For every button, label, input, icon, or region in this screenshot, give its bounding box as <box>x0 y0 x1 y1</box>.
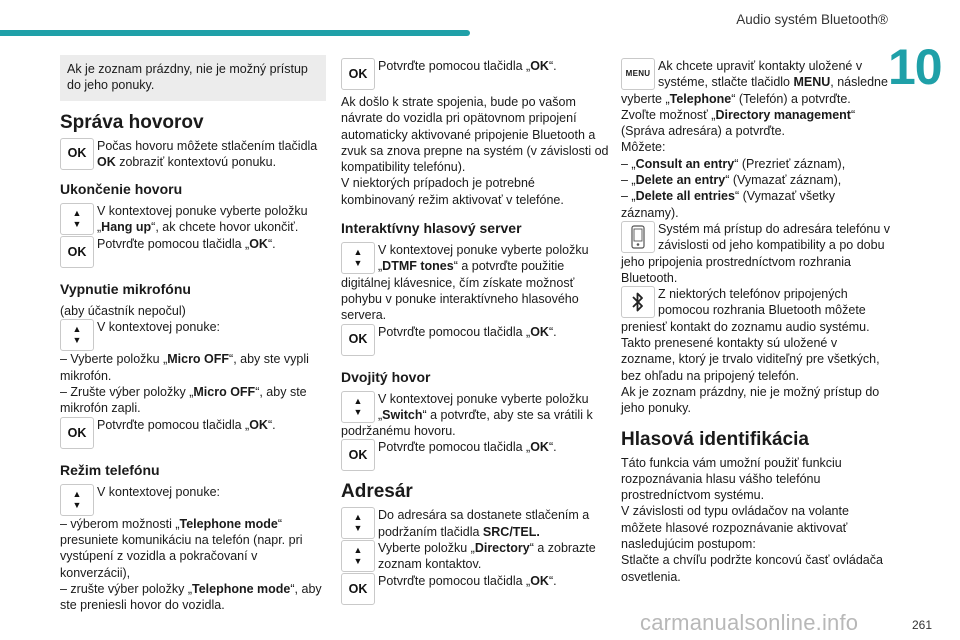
transferred-contacts-text: Takto prenesené kontakty sú uložené v zozname, ktorý je trvalo viditeľný pre všetkých, bez ohľadu na pripojený telefón. <box>621 336 880 383</box>
directory-access-text: Do adresára sa dostanete stlačením a podržaním tlačidla SRC/TEL. <box>378 508 590 539</box>
phone-menu-text: V kontextovej ponuke: <box>97 484 220 499</box>
ivr-confirm-row <box>341 324 609 356</box>
ivr-text: V kontextovej ponuke vyberte položku „DTMF tones“ a potvrďte použitie digitálnej klávesnice, čím získate možnosť pohybu v ponuke interaktívneho hlasového servera. <box>341 243 589 323</box>
confirm-ok-text: Potvrďte pomocou tlačidla „OK“. <box>378 573 557 588</box>
column-1 <box>60 55 326 613</box>
double-confirm-row <box>341 439 609 471</box>
heading-phone-mode: Režim telefónu <box>60 461 160 478</box>
running-header: Audio systém Bluetooth® <box>736 12 888 27</box>
call-intro-row <box>60 138 326 171</box>
empty-list-note: Ak je zoznam prázdny, nie je možný prístup do jeho ponuky. <box>60 55 326 101</box>
mute-mic-subtitle: (aby účastník nepočul) <box>60 304 186 319</box>
heading-directory: Adresár <box>341 481 413 503</box>
confirm-ok-text: Potvrďte pomocou tlačidla „OK“. <box>378 440 557 455</box>
column-2 <box>341 58 609 605</box>
up-down-arrows-icon: ▲ ▼ <box>60 484 94 516</box>
bluetooth-icon <box>621 286 655 318</box>
voice-text-3: Stlačte a chvíľu podržte koncovú časť ovládača osvetlenia. <box>621 553 883 584</box>
mute-menu-row <box>60 319 326 351</box>
mute-item-on: – Zrušte výber položky „Micro OFF“, aby ste mikrofón zapli. <box>60 385 307 416</box>
heading-call-management: Správa hovorov <box>60 111 204 133</box>
option-delete-all: – „Delete all entries“ (Vymazať všetky záznamy). <box>621 189 836 220</box>
mute-confirm-row <box>60 417 326 449</box>
option-delete: – „Delete an entry“ (Vymazať záznam), <box>621 173 842 188</box>
edit-contacts-block <box>621 58 891 107</box>
column-3 <box>621 58 891 585</box>
voice-text-1: Táto funkcia vám umožní použiť funkciu rozpoznávania hlasu vášho telefónu prostredníctvom systému. <box>621 455 842 503</box>
up-down-arrows-icon: ▲ ▼ <box>341 507 375 539</box>
chapter-number: 10 <box>888 39 942 95</box>
bluetooth-transfer-text: Z niektorých telefónov pripojených pomocou rozhrania Bluetooth môžete preniesť kontakt do zoznamu audio systému. <box>621 287 870 334</box>
ok-button-icon: OK <box>341 439 375 471</box>
ok-button-icon: OK <box>60 138 94 170</box>
ivr-block <box>341 242 609 323</box>
up-down-arrows-icon: ▲ ▼ <box>341 540 375 572</box>
phone-access-text: Systém má prístup do adresára telefónu v závislosti od jeho kompatibility a po dobu jeho pripojenia prostredníctvom rozhrania Bluetooth. <box>621 221 891 285</box>
menu-button-icon: MENU <box>621 58 655 90</box>
lost-connection-text: Ak došlo k strate spojenia, bude po vašom návrate do vozidla pri opätovnom pripojení automaticky aktivované pripojenie Bluetooth a zvuk sa znova prepne na systém (v závislosti od kompatibility telefónu). <box>341 95 609 175</box>
mute-item-off: – Vyberte položku „Micro OFF“, aby ste vypli mikrofón. <box>60 352 309 383</box>
confirm-ok-text: Potvrďte pomocou tlačidla „OK“. <box>97 236 276 251</box>
heading-voice-identification: Hlasová identifikácia <box>621 428 809 450</box>
end-call-text: V kontextovej ponuke vyberte položku „Hang up“, ak chcete hovor ukončiť. <box>97 204 308 235</box>
up-down-arrows-icon: ▲ ▼ <box>60 319 94 351</box>
confirm-ok-text: Potvrďte pomocou tlačidla „OK“. <box>378 324 557 339</box>
up-down-arrows-icon: ▲ ▼ <box>341 242 375 274</box>
ok-button-icon: OK <box>341 58 375 90</box>
heading-ivr: Interaktívny hlasový server <box>341 220 522 237</box>
watermark: carmanualsonline.info <box>640 610 859 635</box>
up-down-arrows-icon: ▲ ▼ <box>341 391 375 423</box>
confirm-ok-text: Potvrďte pomocou tlačidla „OK“. <box>97 417 276 432</box>
call-intro-text: Počas hovoru môžete stlačením tlačidla OK zobraziť kontextovú ponuku. <box>97 138 318 169</box>
confirm-ok-text: Potvrďte pomocou tlačidla „OK“. <box>378 59 557 73</box>
confirm-row <box>341 58 609 90</box>
page-number: 261 <box>912 618 933 632</box>
end-call-row <box>60 203 326 268</box>
directory-management-text: Zvoľte možnosť „Directory management“ (Správa adresára) a potvrďte. <box>621 107 856 139</box>
directory-select-text: Vyberte položku „Directory“ a zobrazte zoznam kontaktov. <box>378 541 596 572</box>
up-down-arrows-icon: ▲ ▼ <box>60 203 94 235</box>
phone-menu-row <box>60 484 326 516</box>
bluetooth-transfer-block <box>621 286 891 335</box>
empty-list-text: Ak je zoznam prázdny, nie je možný prístup do jeho ponuky. <box>621 384 880 416</box>
combined-mode-text: V niektorých prípadoch je potrebné kombinovaný režim aktivovať v telefóne. <box>341 176 564 207</box>
edit-contacts-text: Ak chcete upraviť kontakty uložené v systéme, stlačte tlačidlo MENU, následne vyberte „Telephone“ (Telefón) a potvrďte. <box>621 59 888 106</box>
heading-mute-mic: Vypnutie mikrofónu <box>60 281 191 298</box>
header-accent-bar <box>0 30 470 36</box>
ok-button-icon: OK <box>341 573 375 605</box>
options-intro: Môžete: <box>621 140 666 155</box>
double-call-block <box>341 391 609 440</box>
phone-mode-item-2: – zrušte výber položky „Telephone mode“, aby ste preniesli hovor do vozidla. <box>60 581 322 613</box>
phone-mode-item-1: – výberom možnosti „Telephone mode“ presuniete komunikáciu na telefón (napr. pri vystúpení z vozidla a pokračovaní v konverzácii), <box>60 516 303 580</box>
voice-text-2: V závislosti od typu ovládačov na volante môžete hlasové rozpoznávanie aktivovať nasledujúcim postupom: <box>621 504 849 552</box>
mute-menu-text: V kontextovej ponuke: <box>97 320 220 335</box>
ok-button-icon: OK <box>341 324 375 356</box>
double-call-text: V kontextovej ponuke vyberte položku „Switch“ a potvrďte, aby ste sa vrátili k podržanému hovoru. <box>341 391 593 439</box>
phone-access-block <box>621 221 891 286</box>
heading-end-call: Ukončenie hovoru <box>60 181 183 198</box>
heading-double-call: Dvojitý hovor <box>341 368 431 385</box>
phone-icon <box>621 221 655 253</box>
ok-button-icon: OK <box>60 417 94 449</box>
ok-button-icon: OK <box>60 236 94 268</box>
option-consult: – „Consult an entry“ (Prezrieť záznam), <box>621 156 846 171</box>
directory-row <box>341 507 609 605</box>
